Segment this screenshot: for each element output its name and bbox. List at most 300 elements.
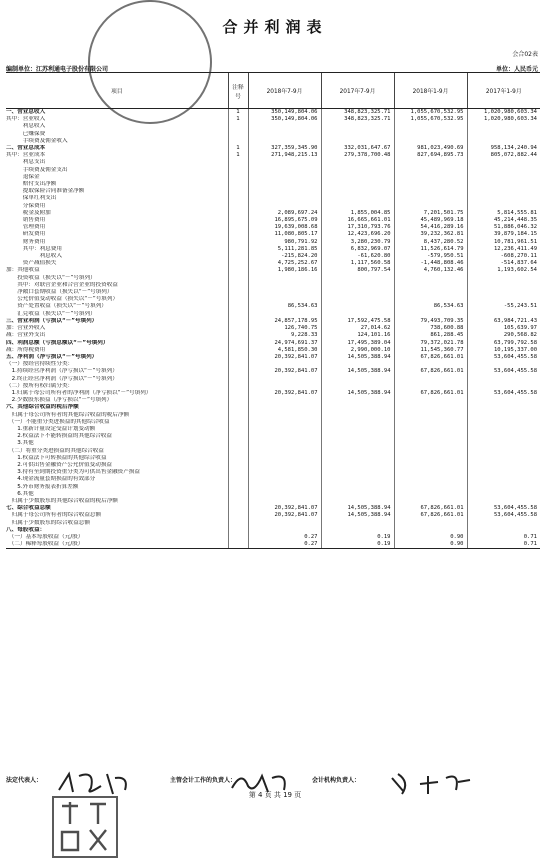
value-2018-q3: 16,895,675.09 bbox=[248, 217, 321, 224]
row-note bbox=[228, 275, 248, 282]
table-row bbox=[6, 383, 540, 390]
table-row bbox=[6, 541, 540, 549]
value-2017-q3 bbox=[321, 203, 394, 210]
row-note: 1 bbox=[228, 145, 248, 152]
value-2018-q3 bbox=[248, 131, 321, 138]
table-row bbox=[6, 174, 540, 181]
value-2017-ytd bbox=[467, 311, 540, 318]
value-2017-ytd bbox=[467, 289, 540, 296]
value-2018-q3 bbox=[248, 520, 321, 527]
value-2017-q3 bbox=[321, 462, 394, 469]
table-row bbox=[6, 455, 540, 462]
table-row bbox=[6, 224, 540, 231]
row-note bbox=[228, 419, 248, 426]
value-2017-q3 bbox=[321, 426, 394, 433]
table-row bbox=[6, 131, 540, 138]
value-2017-ytd bbox=[467, 159, 540, 166]
table-row bbox=[6, 167, 540, 174]
row-note bbox=[228, 433, 248, 440]
row-note bbox=[228, 426, 248, 433]
value-2017-q3 bbox=[321, 311, 394, 318]
row-item-label: 1.重新计量设定受益计划变动额 bbox=[6, 425, 96, 432]
row-item-label: 减：营业外支出 bbox=[6, 332, 46, 339]
row-item-label: 归属于少数股东的综合收益总额 bbox=[6, 519, 90, 526]
column-header: 注释号 bbox=[228, 73, 248, 109]
value-2017-ytd bbox=[467, 167, 540, 174]
value-2017-ytd bbox=[467, 476, 540, 483]
value-2018-q3 bbox=[248, 419, 321, 426]
table-row bbox=[6, 289, 540, 296]
table-row bbox=[6, 354, 540, 361]
personal-seal-glyphs bbox=[54, 798, 116, 856]
value-2018-ytd bbox=[394, 131, 467, 138]
row-note bbox=[228, 253, 248, 260]
accounting-head-label: 主管会计工作的负责人： bbox=[170, 777, 237, 784]
value-2018-q3: 20,392,841.07 bbox=[248, 354, 321, 361]
row-note bbox=[228, 469, 248, 476]
value-2018-q3 bbox=[248, 311, 321, 318]
table-row bbox=[6, 469, 540, 476]
row-note bbox=[228, 210, 248, 217]
row-item-label: 一、营业总收入 bbox=[6, 109, 46, 115]
value-2017-ytd bbox=[467, 383, 540, 390]
table-header-row bbox=[6, 73, 540, 109]
value-2017-q3: 12,423,696.20 bbox=[321, 231, 394, 238]
row-item-label: 其中：利息费用 bbox=[6, 245, 62, 252]
value-2018-ytd: 738,600.88 bbox=[394, 325, 467, 332]
row-item-label: 2.权益法下不能转损益的其他综合收益 bbox=[6, 433, 113, 440]
value-2017-ytd bbox=[467, 275, 540, 282]
value-2017-ytd bbox=[467, 520, 540, 527]
row-item-label: 5.外币财务报表折算差额 bbox=[6, 483, 79, 490]
value-2018-ytd: 79,372,021.78 bbox=[394, 340, 467, 347]
value-2017-q3: 279,378,700.48 bbox=[321, 152, 394, 159]
row-note bbox=[228, 476, 248, 483]
row-note bbox=[228, 368, 248, 375]
value-2017-q3: 14,505,388.94 bbox=[321, 512, 394, 519]
value-2017-ytd: -55,243.51 bbox=[467, 303, 540, 310]
row-note bbox=[228, 376, 248, 383]
value-2018-q3: -215,824.20 bbox=[248, 253, 321, 260]
value-2018-ytd bbox=[394, 404, 467, 411]
value-2017-q3: 14,505,388.94 bbox=[321, 505, 394, 512]
value-2017-ytd: 290,568.82 bbox=[467, 332, 540, 339]
row-item-label: 二、营业总成本 bbox=[6, 145, 46, 152]
row-item-label: 6.其他 bbox=[6, 490, 34, 497]
row-item-label: 分保费用 bbox=[6, 202, 46, 209]
value-2018-q3 bbox=[248, 123, 321, 130]
value-2018-q3 bbox=[248, 174, 321, 181]
row-note bbox=[228, 412, 248, 419]
value-2017-q3: 14,505,388.94 bbox=[321, 390, 394, 397]
row-note bbox=[228, 174, 248, 181]
value-2017-q3 bbox=[321, 469, 394, 476]
value-2017-q3 bbox=[321, 289, 394, 296]
value-2018-q3: 271,948,215.13 bbox=[248, 152, 321, 159]
value-2017-q3: 124,101.16 bbox=[321, 332, 394, 339]
row-item-label: 四、利润总额（亏损总额以“－”号填列） bbox=[6, 339, 109, 346]
value-2018-ytd bbox=[394, 203, 467, 210]
value-2017-q3: 348,823,325.71 bbox=[321, 116, 394, 123]
value-2017-ytd bbox=[467, 376, 540, 383]
value-2017-ytd bbox=[467, 433, 540, 440]
row-note bbox=[228, 448, 248, 455]
value-2017-ytd: 63,799,792.58 bbox=[467, 340, 540, 347]
row-note bbox=[228, 159, 248, 166]
value-2018-ytd bbox=[394, 181, 467, 188]
row-note bbox=[228, 318, 248, 325]
value-2018-q3: 20,392,841.07 bbox=[248, 505, 321, 512]
value-2017-ytd bbox=[467, 138, 540, 145]
value-2017-q3 bbox=[321, 282, 394, 289]
value-2018-ytd bbox=[394, 440, 467, 447]
table-row bbox=[6, 239, 540, 246]
value-2017-ytd bbox=[467, 491, 540, 498]
value-2018-q3: 9,228.33 bbox=[248, 332, 321, 339]
value-2017-q3: 27,014.62 bbox=[321, 325, 394, 332]
value-2017-q3 bbox=[321, 455, 394, 462]
value-2017-q3: 0.19 bbox=[321, 541, 394, 549]
row-note bbox=[228, 131, 248, 138]
value-2018-ytd bbox=[394, 296, 467, 303]
value-2018-q3 bbox=[248, 361, 321, 368]
unit-label: 单位：人民币元 bbox=[495, 66, 538, 73]
value-2018-q3: 4,581,850.30 bbox=[248, 347, 321, 354]
value-2018-q3 bbox=[248, 282, 321, 289]
value-2018-q3 bbox=[248, 412, 321, 419]
value-2018-ytd bbox=[394, 491, 467, 498]
value-2018-ytd: 1,055,670,532.95 bbox=[394, 116, 467, 123]
row-item-label: （二）稀释每股收益（元/股） bbox=[6, 541, 228, 549]
value-2017-ytd: 105,639.97 bbox=[467, 325, 540, 332]
value-2017-ytd bbox=[467, 195, 540, 202]
value-2017-ytd: 53,604,455.58 bbox=[467, 368, 540, 375]
row-note bbox=[228, 239, 248, 246]
value-2017-ytd bbox=[467, 462, 540, 469]
value-2018-q3 bbox=[248, 527, 321, 534]
value-2017-ytd: 1,020,980,603.34 bbox=[467, 116, 540, 123]
row-item-label: 退保金 bbox=[6, 173, 40, 180]
value-2018-ytd: 86,534.63 bbox=[394, 303, 467, 310]
value-2017-q3: 0.19 bbox=[321, 534, 394, 541]
table-row bbox=[6, 412, 540, 419]
value-2017-q3 bbox=[321, 138, 394, 145]
row-item-label: 财务费用 bbox=[6, 238, 46, 245]
row-item-label: 赔付支出净额 bbox=[6, 181, 57, 188]
row-item-label: （二）按所有权归属分类： bbox=[6, 382, 74, 389]
value-2017-q3: 2,990,000.10 bbox=[321, 347, 394, 354]
value-2018-q3 bbox=[248, 203, 321, 210]
value-2017-q3: 17,592,475.58 bbox=[321, 318, 394, 325]
value-2018-ytd: 67,826,661.01 bbox=[394, 505, 467, 512]
page-number: 第 4 页 共 19 页 bbox=[248, 791, 302, 799]
row-item-label: 2.可供出售金融资产公允价值变动损益 bbox=[6, 461, 113, 468]
row-note bbox=[228, 296, 248, 303]
value-2018-ytd bbox=[394, 383, 467, 390]
value-2017-ytd bbox=[467, 361, 540, 368]
value-2017-q3: 14,505,388.94 bbox=[321, 368, 394, 375]
value-2018-q3 bbox=[248, 448, 321, 455]
value-2018-ytd: 67,826,661.01 bbox=[394, 354, 467, 361]
value-2018-q3: 20,392,841.07 bbox=[248, 390, 321, 397]
row-item-label: 加：其他收益 bbox=[6, 267, 40, 274]
value-2018-ytd bbox=[394, 188, 467, 195]
value-2018-ytd: -1,448,808.46 bbox=[394, 260, 467, 267]
value-2018-ytd bbox=[394, 167, 467, 174]
value-2018-ytd: 8,437,280.52 bbox=[394, 239, 467, 246]
value-2017-q3: -61,620.80 bbox=[321, 253, 394, 260]
value-2017-q3 bbox=[321, 303, 394, 310]
row-item-label: 三、营业利润（亏损以“－”号填列） bbox=[6, 317, 98, 324]
row-item-label: 归属于少数股东的其他综合收益的税后净额 bbox=[6, 497, 118, 504]
value-2018-q3: 86,534.63 bbox=[248, 303, 321, 310]
row-note bbox=[228, 505, 248, 512]
row-item-label: 3.其他 bbox=[6, 440, 34, 447]
column-header: 2018年7-9月 bbox=[248, 73, 321, 109]
value-2018-ytd bbox=[394, 419, 467, 426]
row-item-label: 其中：营业成本 bbox=[6, 152, 46, 159]
value-2018-q3 bbox=[248, 433, 321, 440]
table-row bbox=[6, 440, 540, 447]
legal-rep-signature bbox=[55, 768, 135, 798]
table-row bbox=[6, 152, 540, 159]
row-note bbox=[228, 267, 248, 274]
value-2017-q3 bbox=[321, 275, 394, 282]
value-2017-q3 bbox=[321, 397, 394, 404]
value-2017-q3 bbox=[321, 296, 394, 303]
table-row bbox=[6, 210, 540, 217]
row-item-label: 手续费及佣金支出 bbox=[6, 166, 68, 173]
row-note bbox=[228, 512, 248, 519]
row-item-label: 手续费及佣金收入 bbox=[6, 137, 68, 144]
value-2017-q3: 1,117,560.58 bbox=[321, 260, 394, 267]
legal-rep-label: 法定代表人： bbox=[6, 777, 43, 784]
row-note bbox=[228, 498, 248, 505]
value-2018-ytd bbox=[394, 455, 467, 462]
value-2018-ytd: 67,826,661.01 bbox=[394, 390, 467, 397]
personal-seal-square bbox=[52, 796, 118, 858]
value-2017-q3 bbox=[321, 383, 394, 390]
table-row bbox=[6, 361, 540, 368]
value-2018-q3 bbox=[248, 498, 321, 505]
row-note bbox=[228, 325, 248, 332]
row-note bbox=[228, 455, 248, 462]
table-row bbox=[6, 246, 540, 253]
value-2018-ytd bbox=[394, 138, 467, 145]
value-2017-ytd bbox=[467, 397, 540, 404]
value-2018-q3 bbox=[248, 440, 321, 447]
value-2017-q3: 3,280,230.79 bbox=[321, 239, 394, 246]
value-2017-q3 bbox=[321, 167, 394, 174]
value-2018-ytd bbox=[394, 289, 467, 296]
value-2017-ytd bbox=[467, 527, 540, 534]
value-2017-ytd bbox=[467, 469, 540, 476]
value-2017-q3: 332,031,647.67 bbox=[321, 145, 394, 152]
table-row bbox=[6, 253, 540, 260]
table-row bbox=[6, 448, 540, 455]
row-note bbox=[228, 462, 248, 469]
row-note bbox=[228, 217, 248, 224]
value-2018-ytd: 7,201,501.75 bbox=[394, 210, 467, 217]
value-2018-ytd bbox=[394, 361, 467, 368]
row-item-label: 归属于母公司所有者的综合收益总额 bbox=[6, 512, 102, 519]
row-note bbox=[228, 167, 248, 174]
value-2018-ytd bbox=[394, 123, 467, 130]
row-item-label: 投资收益（损失以“－”号填列） bbox=[6, 274, 96, 281]
row-item-label: 减：所得税费用 bbox=[6, 346, 46, 353]
value-2018-q3 bbox=[248, 404, 321, 411]
value-2017-ytd: 958,134,240.94 bbox=[467, 145, 540, 152]
value-2017-q3 bbox=[321, 484, 394, 491]
table-row bbox=[6, 484, 540, 491]
value-2018-ytd bbox=[394, 476, 467, 483]
row-item-label: 其中：营业收入 bbox=[6, 116, 46, 123]
value-2018-ytd bbox=[394, 412, 467, 419]
table-row bbox=[6, 404, 540, 411]
table-row bbox=[6, 267, 540, 274]
table-row bbox=[6, 491, 540, 498]
value-2018-q3 bbox=[248, 289, 321, 296]
value-2017-q3 bbox=[321, 412, 394, 419]
row-item-label: 2.终止经营净利润（净亏损以“－”号填列） bbox=[6, 375, 118, 382]
value-2018-ytd bbox=[394, 462, 467, 469]
value-2017-q3: 348,823,325.71 bbox=[321, 109, 394, 117]
value-2018-q3: 126,740.75 bbox=[248, 325, 321, 332]
row-note bbox=[228, 340, 248, 347]
value-2018-ytd bbox=[394, 282, 467, 289]
table-row bbox=[6, 332, 540, 339]
row-note bbox=[228, 138, 248, 145]
value-2017-ytd bbox=[467, 440, 540, 447]
value-2017-ytd: 51,886,046.32 bbox=[467, 224, 540, 231]
table-row bbox=[6, 505, 540, 512]
row-item-label: 管理费用 bbox=[6, 224, 46, 231]
row-note bbox=[228, 491, 248, 498]
value-2017-ytd bbox=[467, 181, 540, 188]
column-header: 2017年7-9月 bbox=[321, 73, 394, 109]
value-2017-ytd bbox=[467, 296, 540, 303]
page-title: 合并利润表 bbox=[222, 18, 328, 36]
row-item-label: 2.少数股东损益（净亏损以“－”号填列） bbox=[6, 397, 113, 404]
value-2018-q3 bbox=[248, 484, 321, 491]
value-2018-ytd: 45,489,969.18 bbox=[394, 217, 467, 224]
row-note bbox=[228, 123, 248, 130]
value-2018-q3: 20,392,841.07 bbox=[248, 512, 321, 519]
table-row bbox=[6, 303, 540, 310]
value-2018-ytd bbox=[394, 448, 467, 455]
value-2017-q3 bbox=[321, 174, 394, 181]
table-row bbox=[6, 203, 540, 210]
value-2018-ytd: 981,023,490.69 bbox=[394, 145, 467, 152]
value-2018-ytd bbox=[394, 498, 467, 505]
value-2018-ytd bbox=[394, 426, 467, 433]
row-item-label: 利息收入 bbox=[6, 253, 62, 260]
value-2018-q3: 0.27 bbox=[248, 541, 321, 549]
value-2018-q3: 24,857,178.95 bbox=[248, 318, 321, 325]
value-2018-ytd bbox=[394, 484, 467, 491]
row-item-label: 销售费用 bbox=[6, 217, 46, 224]
value-2018-q3 bbox=[248, 476, 321, 483]
value-2018-q3: 1,980,186.16 bbox=[248, 267, 321, 274]
value-2018-ytd bbox=[394, 527, 467, 534]
table-row bbox=[6, 527, 540, 534]
row-item-label: 利息支出 bbox=[6, 159, 46, 166]
value-2018-ytd: 67,826,661.01 bbox=[394, 368, 467, 375]
table-row bbox=[6, 318, 540, 325]
column-header: 项目 bbox=[6, 73, 228, 109]
row-note bbox=[228, 361, 248, 368]
value-2018-q3 bbox=[248, 138, 321, 145]
value-2018-q3 bbox=[248, 469, 321, 476]
value-2017-ytd bbox=[467, 174, 540, 181]
value-2018-q3 bbox=[248, 167, 321, 174]
table-row bbox=[6, 159, 540, 166]
value-2017-q3 bbox=[321, 491, 394, 498]
row-item-label: （一）基本每股收益（元/股） bbox=[6, 533, 84, 540]
row-item-label: 资产处置收益（损失以“－”号填列） bbox=[6, 303, 107, 310]
value-2017-ytd: 53,604,455.58 bbox=[467, 512, 540, 519]
value-2018-ytd: 4,760,132.46 bbox=[394, 267, 467, 274]
value-2017-ytd: 12,236,411.49 bbox=[467, 246, 540, 253]
value-2018-ytd: 0.90 bbox=[394, 534, 467, 541]
value-2017-q3 bbox=[321, 433, 394, 440]
value-2017-q3 bbox=[321, 131, 394, 138]
value-2018-q3 bbox=[248, 383, 321, 390]
table-row bbox=[6, 181, 540, 188]
value-2017-q3: 14,505,388.94 bbox=[321, 354, 394, 361]
table-row bbox=[6, 347, 540, 354]
value-2018-q3: 2,089,697.24 bbox=[248, 210, 321, 217]
row-item-label: 利息收入 bbox=[6, 123, 46, 130]
table-row bbox=[6, 462, 540, 469]
value-2017-q3 bbox=[321, 188, 394, 195]
row-note bbox=[228, 188, 248, 195]
table-row bbox=[6, 476, 540, 483]
value-2017-ytd: 10,195,337.00 bbox=[467, 347, 540, 354]
value-2018-q3: 350,149,804.06 bbox=[248, 116, 321, 123]
row-item-label: 净敞口套期收益（损失以“－”号填列） bbox=[6, 289, 113, 296]
accounting-dept-label: 会计机构负责人： bbox=[312, 777, 361, 784]
table-row bbox=[6, 138, 540, 145]
row-note bbox=[228, 181, 248, 188]
table-row bbox=[6, 311, 540, 318]
value-2017-ytd bbox=[467, 498, 540, 505]
row-item-label: （二）将重分类进损益的其他综合收益 bbox=[6, 447, 104, 454]
value-2018-q3 bbox=[248, 159, 321, 166]
row-item-label: 汇兑收益（损失以“－”号填列） bbox=[6, 310, 96, 317]
row-item-label: 已赚保费 bbox=[6, 130, 46, 137]
table-row bbox=[6, 123, 540, 130]
table-row bbox=[6, 397, 540, 404]
value-2018-ytd bbox=[394, 174, 467, 181]
value-2018-q3: 4,725,252.67 bbox=[248, 260, 321, 267]
value-2017-q3 bbox=[321, 404, 394, 411]
row-item-label: 4.现金流量套期损益的有效部分 bbox=[6, 476, 96, 483]
row-note bbox=[228, 289, 248, 296]
value-2017-q3 bbox=[321, 448, 394, 455]
table-row bbox=[6, 275, 540, 282]
value-2017-ytd: 53,604,455.58 bbox=[467, 390, 540, 397]
value-2017-ytd: 5,814,555.81 bbox=[467, 210, 540, 217]
table-row bbox=[6, 296, 540, 303]
value-2017-ytd bbox=[467, 455, 540, 462]
row-item-label: 八、每股收益： bbox=[6, 526, 46, 533]
row-note bbox=[228, 347, 248, 354]
value-2018-ytd bbox=[394, 159, 467, 166]
value-2017-q3: 16,665,661.01 bbox=[321, 217, 394, 224]
table-row bbox=[6, 390, 540, 397]
value-2018-q3 bbox=[248, 426, 321, 433]
